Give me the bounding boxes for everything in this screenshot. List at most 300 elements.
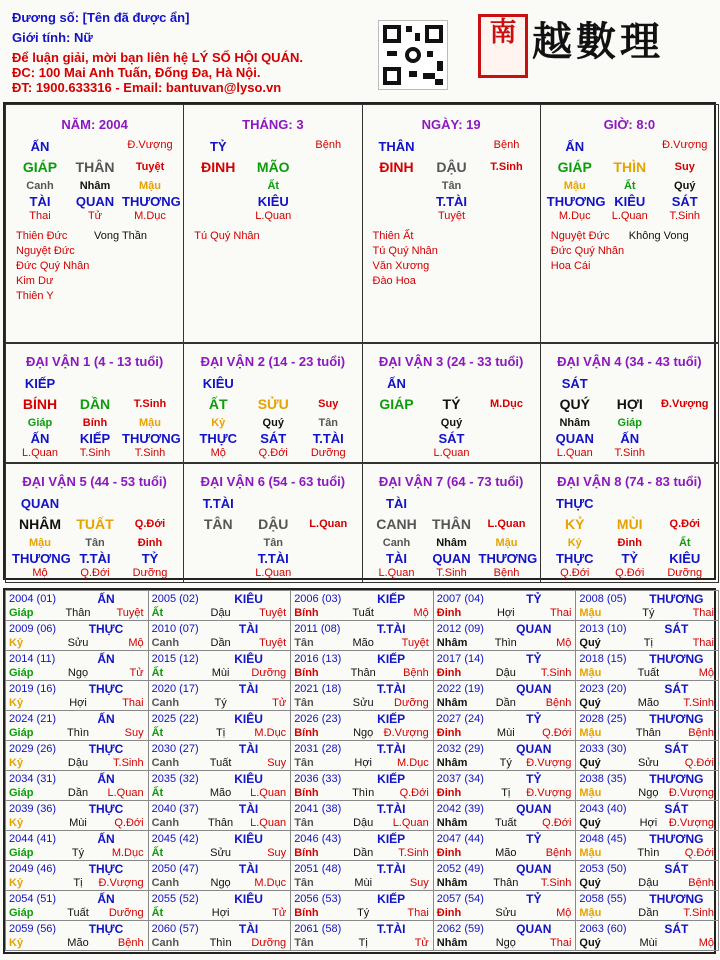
year-label: 2046 (43) bbox=[294, 833, 342, 845]
year-cell bbox=[433, 860, 577, 891]
daivan-stage: T.Sinh bbox=[133, 398, 167, 410]
year-god: SÁT bbox=[664, 682, 689, 696]
year-can: Canh bbox=[151, 877, 180, 889]
year-stage: L.Quan bbox=[250, 817, 287, 829]
daivan-top: T.TÀI bbox=[202, 496, 234, 511]
year-stage: Mộ bbox=[698, 937, 714, 949]
year-stage: M.Dục bbox=[111, 847, 144, 859]
pillar-cell bbox=[540, 104, 719, 343]
year-god: TÀI bbox=[238, 802, 259, 816]
year-label: 2022 (19) bbox=[436, 683, 484, 695]
year-stage: Tuyệt bbox=[401, 637, 429, 649]
year-god: TÀI bbox=[238, 922, 259, 936]
hidden-god: THƯƠNG bbox=[546, 194, 606, 209]
hidden-can: Tân bbox=[85, 537, 105, 549]
year-can: Quý bbox=[579, 637, 601, 649]
year-label: 2039 (36) bbox=[9, 803, 57, 815]
pillar-top-label: Đ.Vượng bbox=[662, 139, 708, 151]
year-can: Kỷ bbox=[9, 877, 24, 889]
year-label: 2006 (03) bbox=[294, 593, 342, 605]
year-label: 2060 (57) bbox=[151, 923, 199, 935]
year-label: 2062 (59) bbox=[436, 923, 484, 935]
year-cell bbox=[575, 770, 719, 801]
year-chi: Sửu bbox=[352, 697, 374, 709]
year-label: 2057 (54) bbox=[436, 893, 484, 905]
hidden-god: TÀI bbox=[29, 194, 51, 209]
year-cell bbox=[575, 650, 719, 681]
hidden-can: Canh bbox=[382, 537, 411, 549]
year-label: 2032 (29) bbox=[436, 743, 484, 755]
year-can: Đinh bbox=[436, 727, 462, 739]
year-god: THỰC bbox=[88, 862, 124, 876]
year-label: 2014 (11) bbox=[9, 653, 56, 665]
year-stage: Tuyệt bbox=[116, 607, 144, 619]
year-cell bbox=[148, 710, 292, 741]
year-god: THỰC bbox=[88, 682, 124, 696]
daivan-top: KIẾP bbox=[24, 376, 56, 391]
year-god: TÀI bbox=[238, 862, 259, 876]
hidden-can: Mậu bbox=[139, 180, 161, 192]
year-cell bbox=[5, 770, 149, 801]
hidden-stage: Thai bbox=[29, 210, 51, 222]
year-god: TỶ bbox=[526, 772, 542, 786]
year-label: 2004 (01) bbox=[9, 593, 57, 605]
sao-item: Hoa Cái bbox=[550, 260, 591, 272]
daivan-can: CANH bbox=[376, 516, 417, 532]
year-chi: Thân bbox=[208, 817, 234, 829]
year-can: Tân bbox=[294, 877, 314, 889]
year-god: THỰC bbox=[88, 742, 124, 756]
hidden-can: Tân bbox=[263, 537, 284, 549]
sao-item: Đức Quý Nhân bbox=[16, 260, 90, 272]
year-label: 2027 (24) bbox=[436, 713, 484, 725]
hidden-stage: Q.Đới bbox=[258, 447, 288, 459]
year-stage: Dưỡng bbox=[394, 697, 429, 709]
year-cell bbox=[433, 680, 577, 711]
year-label: 2019 (16) bbox=[9, 683, 57, 695]
year-cell bbox=[5, 740, 149, 771]
year-label: 2026 (23) bbox=[294, 713, 342, 725]
year-cell bbox=[433, 710, 577, 741]
year-can: Nhâm bbox=[436, 937, 468, 949]
header bbox=[0, 0, 720, 100]
year-stage: Thai bbox=[407, 907, 429, 919]
hidden-stage: T.Sinh bbox=[134, 447, 166, 459]
hidden-can: Bính bbox=[82, 417, 108, 429]
year-cell bbox=[575, 890, 719, 921]
year-grid bbox=[3, 588, 716, 954]
year-god: THƯƠNG bbox=[649, 892, 704, 906]
sao-item: Không Vong bbox=[628, 230, 689, 242]
year-god: SÁT bbox=[664, 862, 689, 876]
year-can: Canh bbox=[151, 697, 180, 709]
year-label: 2045 (42) bbox=[151, 833, 199, 845]
phone-email-line: ĐT: 1900.633316 - Email: bantuvan@lyso.vn bbox=[12, 80, 282, 95]
year-stage: Suy bbox=[267, 757, 287, 769]
year-can: Canh bbox=[151, 937, 180, 949]
daivan-can: NHÂM bbox=[19, 516, 61, 532]
year-label: 2034 (31) bbox=[9, 773, 57, 785]
year-cell bbox=[575, 920, 719, 951]
sao-item: Đào Hoa bbox=[372, 275, 416, 287]
year-stage: Bệnh bbox=[545, 847, 572, 859]
year-can: Canh bbox=[151, 757, 180, 769]
year-god: SÁT bbox=[664, 622, 689, 636]
hidden-can: Đinh bbox=[617, 537, 642, 549]
hidden-god: T.TÀI bbox=[79, 551, 111, 566]
year-can: Kỷ bbox=[9, 817, 24, 829]
year-label: 2056 (53) bbox=[294, 893, 342, 905]
year-god: T.TÀI bbox=[376, 862, 406, 876]
year-can: Tân bbox=[294, 817, 314, 829]
pillar-top-label: ẤN bbox=[30, 139, 50, 154]
pillar-top-label: THÂN bbox=[378, 139, 415, 154]
year-stage: T.Sinh bbox=[398, 847, 429, 859]
year-cell bbox=[290, 650, 434, 681]
year-can: Mậu bbox=[579, 667, 602, 679]
year-god: ẤN bbox=[97, 772, 115, 786]
year-stage: Q.Đới bbox=[399, 787, 429, 799]
daivan-chi: DẬU bbox=[258, 516, 289, 532]
daivan-can: KỶ bbox=[565, 516, 585, 532]
year-stage: Tuyệt bbox=[259, 607, 287, 619]
year-stage: Tuyệt bbox=[259, 637, 287, 649]
year-god: THƯƠNG bbox=[649, 772, 704, 786]
year-chi: Tý bbox=[214, 697, 227, 709]
year-label: 2017 (14) bbox=[436, 653, 484, 665]
year-chi: Thân bbox=[635, 727, 661, 739]
year-cell bbox=[290, 770, 434, 801]
year-cell bbox=[575, 860, 719, 891]
year-god: TỶ bbox=[526, 892, 542, 906]
daivan-title: ĐẠI VẬN 3 (24 - 33 tuổi) bbox=[378, 354, 524, 369]
daivan-stage: Q.Đới bbox=[669, 518, 700, 530]
year-stage: Tử bbox=[129, 667, 144, 679]
daivan-stage: Suy bbox=[318, 398, 339, 410]
year-god: ẤN bbox=[97, 592, 115, 606]
year-chi: Ngọ bbox=[67, 667, 89, 679]
year-can: Đinh bbox=[436, 907, 462, 919]
daivan-stage: Đ.Vượng bbox=[660, 398, 709, 410]
year-chi: Sửu bbox=[67, 637, 89, 649]
sao-item: Thiên Đức bbox=[16, 230, 68, 242]
year-chi: Dậu bbox=[67, 757, 89, 769]
year-cell bbox=[290, 620, 434, 651]
year-chi: Mão bbox=[209, 787, 232, 799]
year-cell bbox=[5, 650, 149, 681]
year-cell bbox=[290, 860, 434, 891]
year-god: QUAN bbox=[516, 922, 552, 936]
hidden-can: Quý bbox=[674, 180, 696, 192]
year-stage: L.Quan bbox=[107, 787, 144, 799]
year-chi: Tị bbox=[216, 727, 226, 739]
hidden-stage: L.Quan bbox=[433, 447, 470, 459]
year-chi: Hợi bbox=[69, 697, 87, 709]
year-stage: Thai bbox=[549, 607, 572, 619]
daivan-stage: L.Quan bbox=[487, 518, 526, 530]
year-stage: Dưỡng bbox=[108, 907, 144, 919]
pillar-cell bbox=[183, 104, 362, 343]
year-can: Quý bbox=[579, 757, 601, 769]
year-can: Ất bbox=[151, 607, 164, 619]
year-stage: Bệnh bbox=[688, 727, 714, 739]
year-stage: Q.Đới bbox=[684, 847, 714, 859]
year-chi: Thìn bbox=[637, 847, 660, 859]
year-cell bbox=[575, 830, 719, 861]
daivan-cell bbox=[540, 343, 719, 463]
hidden-stage: T.Sinh bbox=[614, 447, 646, 459]
year-label: 2059 (56) bbox=[9, 923, 57, 935]
pillar-chi: DẬU bbox=[436, 159, 467, 175]
year-chi: Mùi bbox=[496, 727, 515, 739]
year-stage: Mộ bbox=[413, 607, 429, 619]
pillar-chi: THÌN bbox=[613, 159, 647, 175]
year-chi: Mùi bbox=[354, 877, 373, 889]
year-label: 2054 (51) bbox=[9, 893, 57, 905]
year-god: QUAN bbox=[516, 622, 552, 636]
year-can: Mậu bbox=[579, 847, 602, 859]
pillar-title: NGÀY: 19 bbox=[421, 117, 481, 132]
hidden-stage: L.Quan bbox=[255, 567, 292, 579]
hidden-stage: Dưỡng bbox=[132, 567, 168, 579]
year-god: THỰC bbox=[88, 622, 124, 636]
year-label: 2029 (26) bbox=[9, 743, 57, 755]
hidden-god: T.TÀI bbox=[257, 551, 289, 566]
year-stage: T.Sinh bbox=[683, 697, 714, 709]
pillar-cell bbox=[362, 104, 541, 343]
hidden-stage: Q.Đới bbox=[560, 567, 590, 579]
year-stage: Bệnh bbox=[545, 697, 572, 709]
year-stage: Đ.Vượng bbox=[383, 727, 429, 739]
year-cell bbox=[290, 710, 434, 741]
year-stage: Bệnh bbox=[688, 877, 714, 889]
hidden-can: Nhâm bbox=[436, 537, 467, 549]
pillar-can: ĐINH bbox=[379, 159, 414, 175]
year-god: THƯƠNG bbox=[649, 652, 704, 666]
year-god: TỶ bbox=[526, 592, 542, 606]
pillar-can: GIÁP bbox=[22, 159, 58, 175]
year-stage: Đ.Vượng bbox=[668, 817, 714, 829]
year-label: 2010 (07) bbox=[151, 623, 199, 635]
hidden-god: TÀI bbox=[386, 551, 407, 566]
hidden-god: T.TÀI bbox=[312, 431, 344, 446]
daivan-top: SÁT bbox=[561, 376, 588, 391]
year-stage: Mộ bbox=[556, 637, 572, 649]
year-cell bbox=[290, 740, 434, 771]
year-can: Nhâm bbox=[436, 817, 468, 829]
year-label: 2025 (22) bbox=[151, 713, 199, 725]
hidden-can: Mậu bbox=[495, 537, 518, 549]
year-chi: Dần bbox=[353, 847, 374, 859]
year-stage: Mộ bbox=[698, 667, 714, 679]
sao-item: Nguyệt Đức bbox=[550, 230, 610, 242]
year-can: Đinh bbox=[436, 787, 462, 799]
year-chi: Mão bbox=[67, 937, 89, 949]
hidden-stage: Tử bbox=[87, 210, 103, 222]
hidden-god: KIẾP bbox=[79, 431, 111, 446]
year-label: 2035 (32) bbox=[151, 773, 199, 785]
year-cell bbox=[5, 680, 149, 711]
daivan-title: ĐẠI VẬN 5 (44 - 53 tuổi) bbox=[22, 474, 167, 489]
year-stage: T.Sinh bbox=[113, 757, 144, 769]
daivan-chi: MÙI bbox=[616, 516, 643, 532]
daivan-can: BÍNH bbox=[22, 396, 58, 412]
year-chi: Sửu bbox=[210, 847, 231, 859]
year-cell bbox=[148, 620, 292, 651]
year-cell bbox=[575, 620, 719, 651]
daivan-chi: TÝ bbox=[442, 396, 461, 412]
pillar-chi-extra: T.Sinh bbox=[490, 161, 523, 173]
year-can: Tân bbox=[294, 937, 314, 949]
year-cell bbox=[148, 800, 292, 831]
year-stage: M.Dục bbox=[254, 877, 287, 889]
year-can: Bính bbox=[294, 607, 319, 619]
year-chi: Sửu bbox=[495, 907, 517, 919]
year-stage: Bệnh bbox=[117, 937, 144, 949]
hidden-can: Quý bbox=[262, 417, 284, 429]
year-stage: L.Quan bbox=[392, 817, 429, 829]
year-can: Đinh bbox=[436, 667, 462, 679]
hidden-god: QUAN bbox=[75, 194, 115, 209]
daivan-cell bbox=[362, 343, 541, 463]
year-stage: Suy bbox=[409, 877, 429, 889]
year-label: 2028 (25) bbox=[579, 713, 627, 725]
hidden-can: Tân bbox=[318, 417, 339, 429]
hidden-god: ẤN bbox=[620, 431, 640, 446]
pillar-title: NĂM: 2004 bbox=[61, 117, 128, 132]
year-cell bbox=[148, 770, 292, 801]
year-stage: Thai bbox=[692, 607, 714, 619]
year-can: Bính bbox=[294, 907, 319, 919]
year-god: SÁT bbox=[664, 742, 689, 756]
year-cell bbox=[433, 920, 577, 951]
year-cell bbox=[433, 740, 577, 771]
hidden-stage: Bệnh bbox=[493, 567, 520, 579]
daivan-title: ĐẠI VẬN 2 (14 - 23 tuổi) bbox=[200, 354, 346, 369]
year-can: Quý bbox=[579, 817, 601, 829]
year-can: Nhâm bbox=[436, 697, 468, 709]
pillar-chi: MÃO bbox=[256, 159, 290, 175]
year-chi: Thân bbox=[65, 607, 91, 619]
daivan-stage: Q.Đới bbox=[134, 518, 166, 530]
year-god: KIÊU bbox=[234, 712, 263, 726]
year-god: T.TÀI bbox=[376, 922, 406, 936]
hidden-stage: Tuyệt bbox=[437, 210, 466, 222]
hidden-can: Kỷ bbox=[567, 537, 582, 549]
year-chi: Thìn bbox=[352, 787, 375, 799]
pillar-cell bbox=[5, 104, 184, 343]
year-chi: Hợi bbox=[211, 907, 230, 919]
year-cell bbox=[148, 920, 292, 951]
hidden-can: Quý bbox=[440, 417, 463, 429]
year-label: 2038 (35) bbox=[579, 773, 627, 785]
year-cell bbox=[575, 590, 719, 621]
hidden-god: THƯƠNG bbox=[12, 551, 71, 566]
year-stage: Thai bbox=[692, 637, 714, 649]
year-cell bbox=[290, 890, 434, 921]
year-label: 2036 (33) bbox=[294, 773, 342, 785]
year-god: THỰC bbox=[88, 802, 124, 816]
year-chi: Tuất bbox=[67, 907, 89, 919]
year-cell bbox=[148, 830, 292, 861]
sao-list-a bbox=[16, 229, 89, 304]
year-god: KIẾP bbox=[377, 772, 406, 786]
year-chi: Ngọ bbox=[353, 727, 374, 739]
year-stage: Suy bbox=[267, 847, 287, 859]
hidden-stage: T.Sinh bbox=[79, 447, 111, 459]
daivan-title: ĐẠI VẬN 1 (4 - 13 tuổi) bbox=[26, 354, 164, 369]
daivan-chi: TUẤT bbox=[76, 516, 114, 532]
sao-item: Thiên Y bbox=[16, 290, 54, 302]
year-label: 2063 (60) bbox=[579, 923, 627, 935]
hidden-god: QUAN bbox=[432, 551, 471, 566]
year-chi: Ngọ bbox=[495, 937, 516, 949]
daivan-cell bbox=[5, 463, 184, 583]
hidden-stage: Mộ bbox=[210, 447, 226, 459]
contact-line: Để luận giải, mời bạn liên hệ LÝ SỐ HỘI QUÁN. bbox=[12, 50, 303, 65]
year-god: TÀI bbox=[238, 742, 259, 756]
daivan-top: TÀI bbox=[386, 496, 407, 511]
qr-code-icon[interactable] bbox=[378, 20, 448, 90]
year-god: QUAN bbox=[516, 802, 552, 816]
year-god: SÁT bbox=[664, 922, 689, 936]
hidden-stage: L.Quan bbox=[556, 447, 593, 459]
year-stage: T.Sinh bbox=[540, 667, 572, 679]
year-can: Giáp bbox=[9, 847, 34, 859]
year-label: 2023 (20) bbox=[579, 683, 627, 695]
year-cell bbox=[5, 710, 149, 741]
year-cell bbox=[433, 650, 577, 681]
year-can: Quý bbox=[579, 877, 601, 889]
seal-stamp-icon: 南 bbox=[478, 14, 528, 78]
hidden-stage: L.Quan bbox=[378, 567, 415, 579]
year-stage: Bệnh bbox=[403, 667, 429, 679]
year-chi: Tuất bbox=[352, 607, 374, 619]
year-chi: Hợi bbox=[354, 757, 372, 769]
pillar-title: GIỜ: 8:0 bbox=[603, 117, 656, 132]
year-god: TỶ bbox=[526, 832, 542, 846]
year-stage: Tử bbox=[272, 907, 287, 919]
year-chi: Thìn bbox=[209, 937, 232, 949]
sao-item: Văn Xương bbox=[372, 260, 430, 272]
year-chi: Hợi bbox=[639, 817, 658, 829]
year-label: 2051 (48) bbox=[294, 863, 342, 875]
year-cell bbox=[433, 620, 577, 651]
year-can: Canh bbox=[151, 637, 180, 649]
year-label: 2018 (15) bbox=[579, 653, 627, 665]
sao-item: Kim Dư bbox=[16, 275, 54, 287]
year-label: 2055 (52) bbox=[151, 893, 199, 905]
year-label: 2021 (18) bbox=[294, 683, 342, 695]
hidden-can: Tân bbox=[441, 180, 462, 192]
year-label: 2052 (49) bbox=[436, 863, 484, 875]
hidden-god: SÁT bbox=[260, 431, 287, 446]
year-label: 2031 (28) bbox=[294, 743, 342, 755]
year-cell bbox=[290, 920, 434, 951]
year-label: 2011 (08) bbox=[294, 623, 341, 635]
year-chi: Tý bbox=[357, 907, 370, 919]
year-label: 2048 (45) bbox=[579, 833, 627, 845]
year-chi: Tý bbox=[71, 847, 85, 859]
daivan-can: TÂN bbox=[203, 516, 233, 532]
year-can: Giáp bbox=[9, 727, 34, 739]
daivan-can: ẤT bbox=[208, 396, 228, 412]
year-can: Giáp bbox=[9, 607, 34, 619]
year-stage: Thai bbox=[122, 697, 144, 709]
year-chi: Dần bbox=[495, 697, 516, 709]
daivan-cell bbox=[183, 463, 362, 583]
year-stage: Mộ bbox=[128, 637, 144, 649]
